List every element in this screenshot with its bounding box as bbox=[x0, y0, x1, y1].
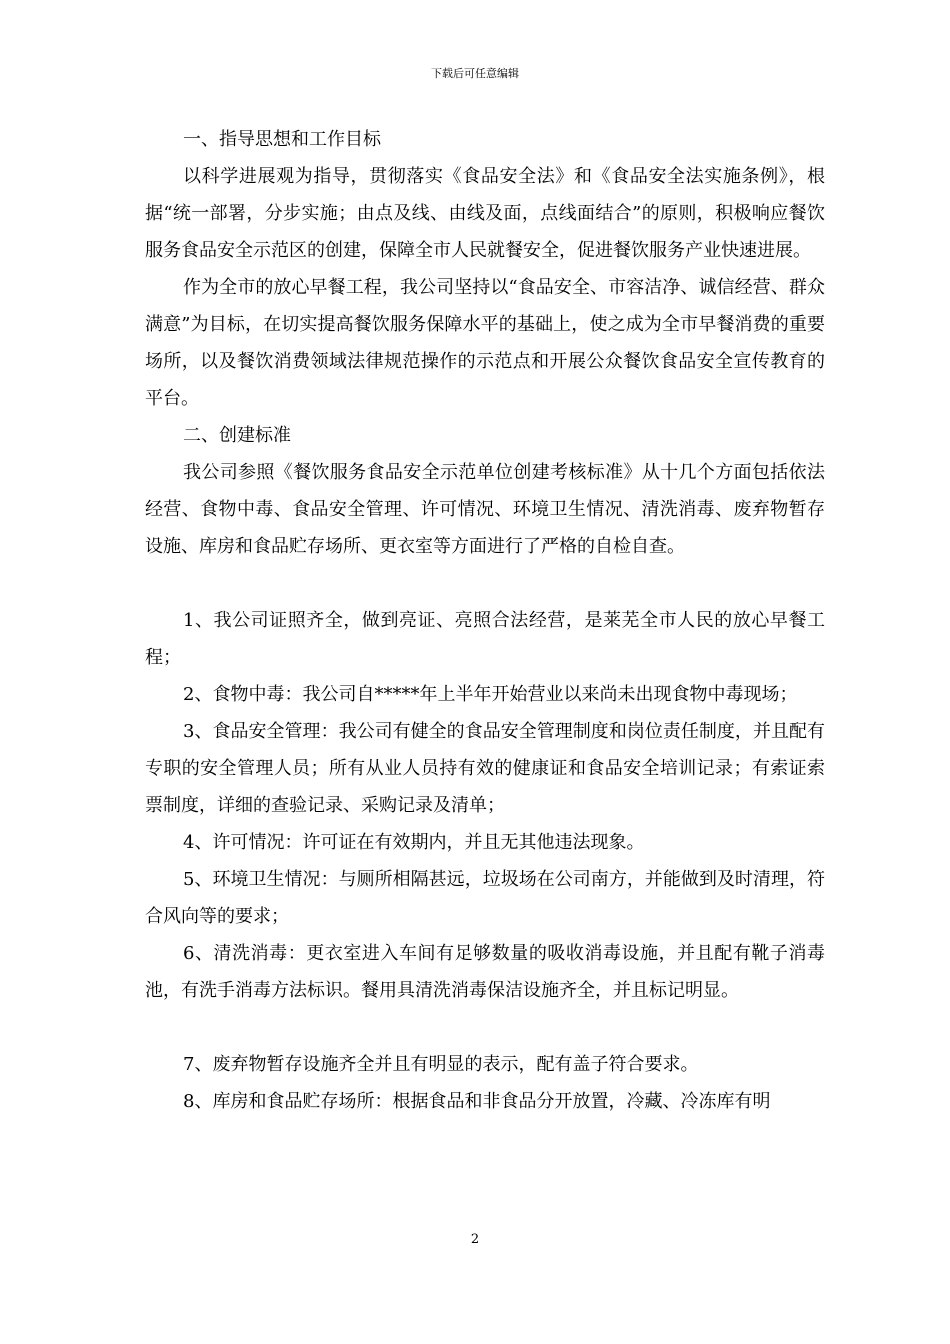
list-item-waste-storage: 7、废弃物暂存设施齐全并且有明显的表示，配有盖子符合要求。 bbox=[183, 1054, 699, 1075]
document-body bbox=[145, 121, 825, 1120]
list-item-safety-management: 3、食品安全管理：我公司有健全的食品安全管理制度和岗位责任制度，并且配有专职的安全管理人员；所有从业人员持有效的健康证和食品安全培训记录；有索证索票制度，详细的查验记录、采购记录及清单； bbox=[145, 721, 825, 816]
paragraph-standards: 我公司参照《餐饮服务食品安全示范单位创建考核标准》从十几个方面包括依法经营、食物中毒、食品安全管理、许可情况、环境卫生情况、清洗消毒、废弃物暂存设施、库房和食品贮存场所、更衣室等方面进行了严格的自检自查。 bbox=[145, 462, 825, 557]
page-number: 2 bbox=[470, 1232, 480, 1247]
list-item-disinfection: 6、清洗消毒：更衣室进入车间有足够数量的吸收消毒设施，并且配有靴子消毒池，有洗手消毒方法标识。餐用具清洗消毒保洁设施齐全，并且标记明显。 bbox=[145, 943, 825, 1001]
section-heading-standards: 二、创建标准 bbox=[183, 425, 291, 446]
page-header: 下载后可任意编辑 bbox=[431, 67, 519, 80]
list-item-warehouse: 8、库房和食品贮存场所：根据食品和非食品分开放置，冷藏、冷冻库有明 bbox=[183, 1091, 771, 1112]
paragraph-goal: 作为全市的放心早餐工程，我公司坚持以“食品安全、市容洁净、诚信经营、群众满意”为目标，在切实提高餐饮服务保障水平的基础上，使之成为全市早餐消费的重要场所，以及餐饮消费领域法律规范操作的示范点和开展公众餐饮食品安全宣传教育的平台。 bbox=[145, 277, 825, 409]
list-item-licenses: 1、我公司证照齐全，做到亮证、亮照合法经营，是莱芜全市人民的放心早餐工程； bbox=[145, 610, 825, 668]
list-item-food-poisoning: 2、食物中毒：我公司自*****年上半年开始营业以来尚未出现食物中毒现场； bbox=[183, 684, 798, 705]
paragraph-guiding-ideology: 以科学进展观为指导，贯彻落实《食品安全法》和《食品安全法实施条例》，根据“统一部署，分步实施；由点及线、由线及面，点线面结合”的原则，积极响应餐饮服务食品安全示范区的创建，保障全市人民就餐安全，促进餐饮服务产业快速进展。 bbox=[145, 166, 825, 261]
list-item-environment: 5、环境卫生情况：与厕所相隔甚远，垃圾场在公司南方，并能做到及时清理，符合风向等的要求； bbox=[145, 869, 825, 927]
section-heading-guiding-ideology: 一、指导思想和工作目标 bbox=[183, 129, 381, 150]
list-item-permit: 4、许可情况：许可证在有效期内，并且无其他违法现象。 bbox=[183, 832, 645, 853]
